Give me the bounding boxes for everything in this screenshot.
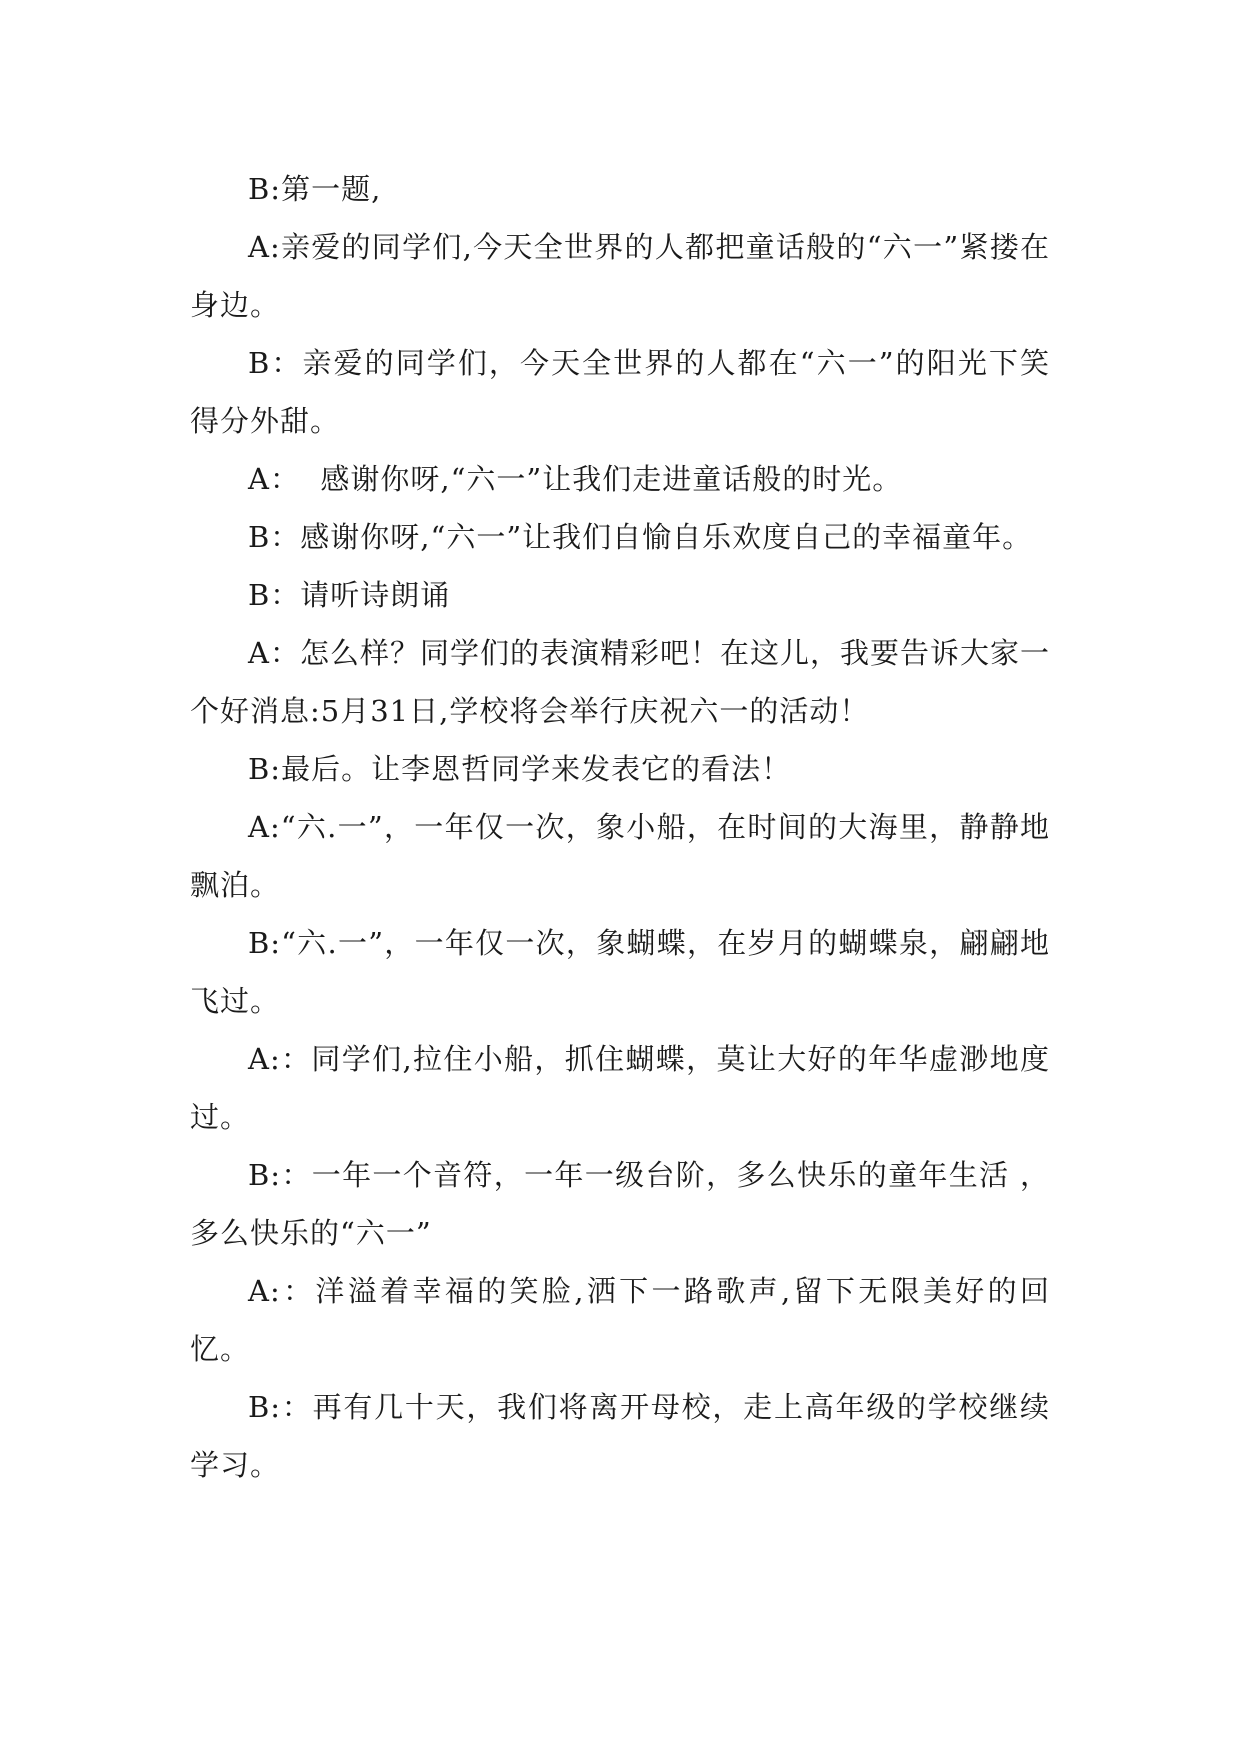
paragraph: B:：再有几十天，我们将离开母校，走上高年级的学校继续学习。 <box>190 1390 1050 1482</box>
paragraph: A:：同学们,拉住小船，抓住蝴蝶，莫让大好的年华虚渺地度过。 <box>190 1042 1050 1134</box>
paragraph: A:亲爱的同学们,今天全世界的人都把童话般的“六一”紧搂在身边。 <box>190 230 1050 322</box>
paragraph: B:第一题, <box>248 172 382 206</box>
paragraph: A:“六.一”，一年仅一次，象小船，在时间的大海里，静静地飘泊。 <box>190 810 1050 902</box>
paragraph: B：感谢你呀,“六一”让我们自愉自乐欢度自己的幸福童年。 <box>248 520 1033 554</box>
paragraph: B:最后。让李恩哲同学来发表它的看法！ <box>248 752 792 786</box>
document-body <box>190 160 1050 1494</box>
paragraph: B:：一年一个音符，一年一级台阶，多么快乐的童年生活 ，多么快乐的“六一” <box>190 1158 1050 1250</box>
paragraph: A:：洋溢着幸福的笑脸,洒下一路歌声,留下无限美好的回忆。 <box>190 1274 1050 1366</box>
paragraph: A：怎么样？同学们的表演精彩吧！在这儿，我要告诉大家一个好消息:5月31日,学校将会举行庆祝六一的活动！ <box>190 636 1050 728</box>
paragraph: B：亲爱的同学们，今天全世界的人都在“六一”的阳光下笑得分外甜。 <box>190 346 1050 438</box>
paragraph: B:“六.一”，一年仅一次，象蝴蝶，在岁月的蝴蝶泉，翩翩地飞过。 <box>190 926 1050 1018</box>
paragraph: B：请听诗朗诵 <box>248 578 451 612</box>
paragraph: A： 感谢你呀,“六一”让我们走进童话般的时光。 <box>248 462 903 496</box>
